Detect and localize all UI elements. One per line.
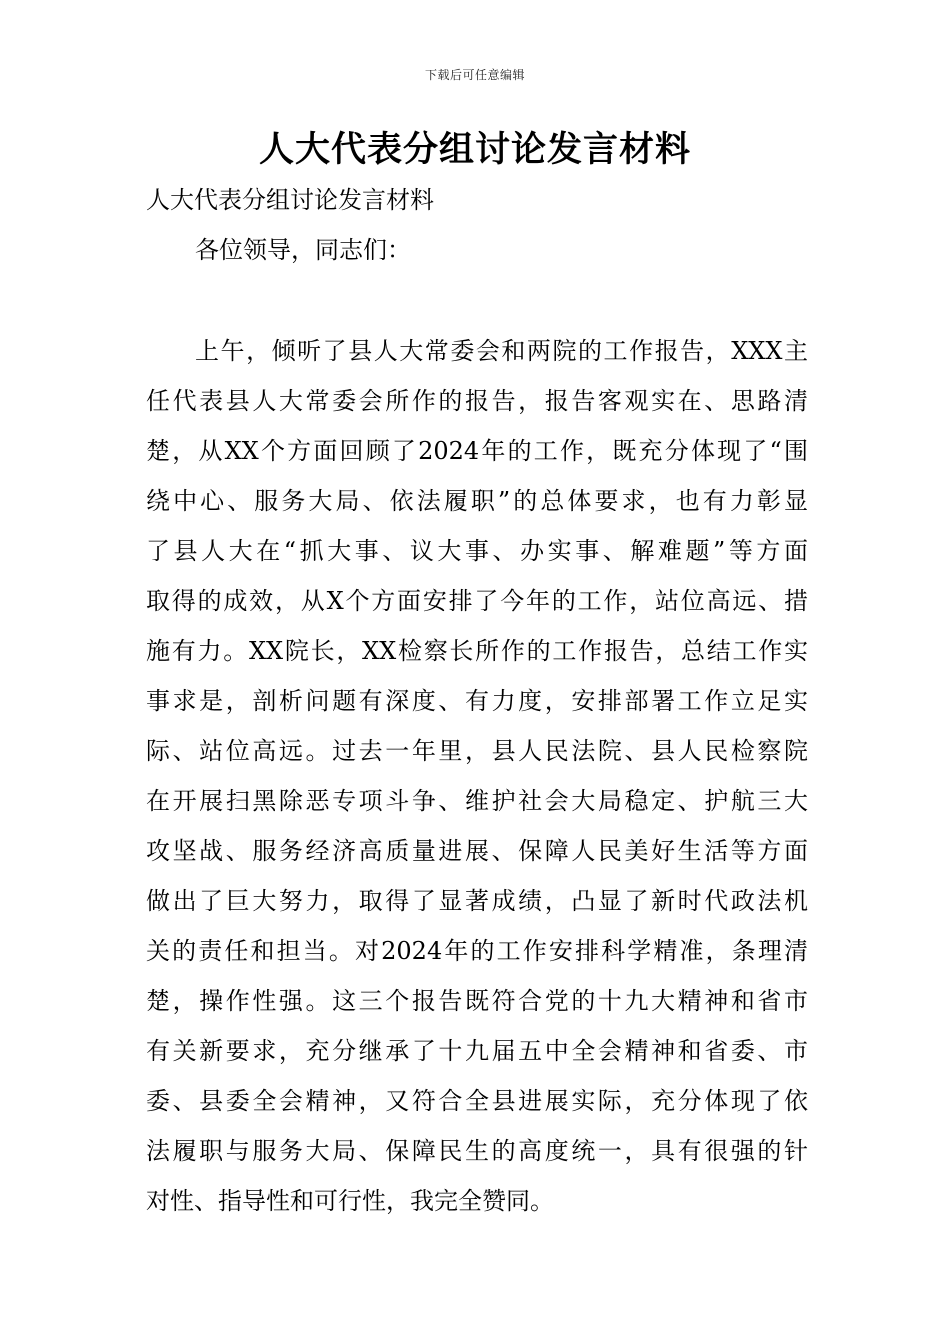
paragraph-line: 做出了巨大努力，取得了显著成绩，凸显了新时代政法机 [146, 887, 808, 915]
paragraph-line: 取得的成效，从X个方面安排了今年的工作，站位高远、措 [146, 587, 808, 615]
paragraph-line: 任代表县人大常委会所作的报告，报告客观实在、思路清 [146, 387, 808, 415]
paragraph-line: 委、县委全会精神，又符合全县进展实际，充分体现了依 [146, 1087, 808, 1115]
paragraph-line: 际、站位高远。过去一年里，县人民法院、县人民检察院 [146, 737, 808, 765]
paragraph-line: 绕中心、服务大局、依法履职”的总体要求，也有力彰显 [146, 487, 808, 515]
document-title: 人大代表分组讨论发言材料 [258, 129, 691, 170]
document-subtitle: 人大代表分组讨论发言材料 [146, 186, 434, 214]
paragraph-line: 有关新要求，充分继承了十九届五中全会精神和省委、市 [146, 1037, 808, 1065]
paragraph-line: 楚，从XX个方面回顾了2024年的工作，既充分体现了“围 [146, 437, 808, 465]
paragraph-line: 在开展扫黑除恶专项斗争、维护社会大局稳定、护航三大 [146, 787, 808, 815]
greeting: 各位领导，同志们： [195, 236, 411, 264]
paragraph-line: 攻坚战、服务经济高质量进展、保障人民美好生活等方面 [146, 837, 808, 865]
paragraph-line: 上午，倾听了县人大常委会和两院的工作报告，XXX主 [195, 337, 808, 365]
header-note: 下载后可任意编辑 [424, 68, 525, 82]
paragraph-line: 了县人大在“抓大事、议大事、办实事、解难题”等方面 [146, 537, 808, 565]
paragraph-line: 事求是，剖析问题有深度、有力度，安排部署工作立足实 [146, 687, 808, 715]
paragraph-line: 法履职与服务大局、保障民生的高度统一，具有很强的针 [146, 1137, 808, 1165]
paragraph-line: 楚，操作性强。这三个报告既符合党的十九大精神和省市 [146, 987, 808, 1015]
paragraph-line: 对性、指导性和可行性，我完全赞同。 [146, 1187, 554, 1215]
paragraph-line: 施有力。XX院长，XX检察长所作的工作报告，总结工作实 [146, 637, 808, 665]
paragraph-line: 关的责任和担当。对2024年的工作安排科学精准，条理清 [146, 937, 808, 965]
body-paragraph [146, 332, 808, 1232]
